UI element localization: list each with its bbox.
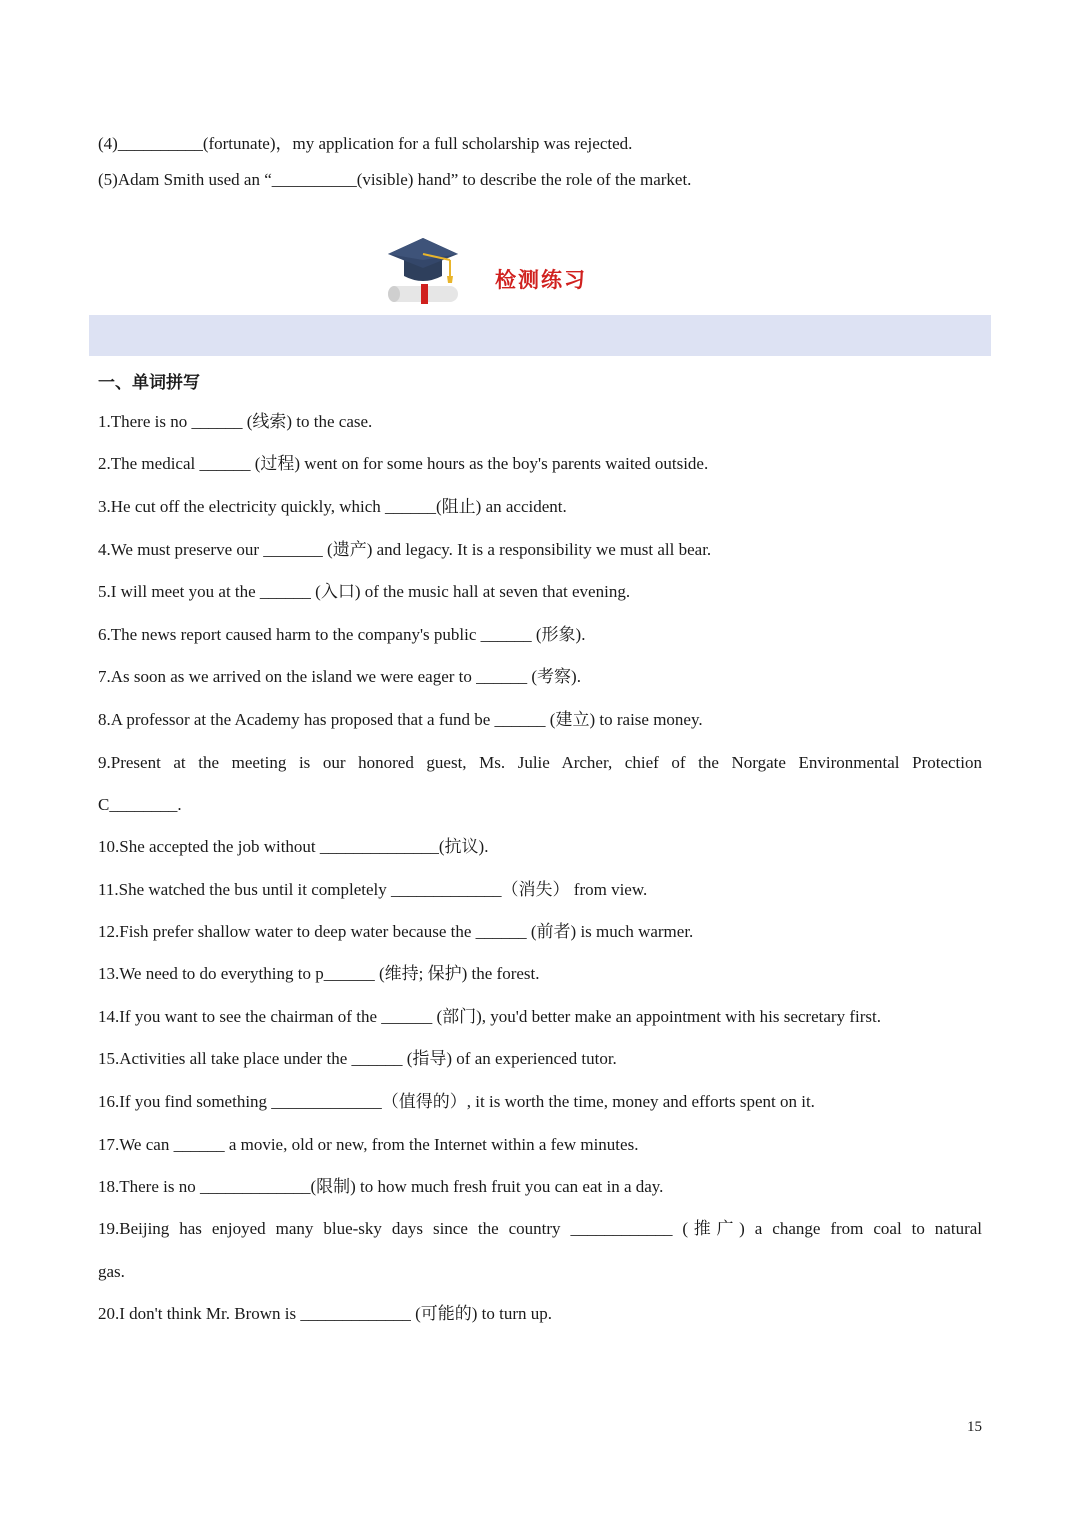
graduation-cap-icon [386,236,460,308]
exercise-item: 11.She watched the bus until it completely _____________（消失） from view. [98,880,648,899]
top-item-4: (4)__________(fortunate)，my application for a full scholarship was rejected. [98,134,633,153]
exercise-item: 17.We can ______ a movie, old or new, from the Internet within a few minutes. [98,1135,639,1154]
exercise-item: 18.There is no _____________(限制) to how much fresh fruit you can eat in a day. [98,1177,664,1196]
exercise-item: 5.I will meet you at the ______ (入口) of the music hall at seven that evening. [98,582,631,601]
exercise-item: 8.A professor at the Academy has proposed that a fund be ______ (建立) to raise money. [98,710,703,729]
exercise-item: 13.We need to do everything to p______ (维持; 保护) the forest. [98,964,540,983]
exercise-item: 6.The news report caused harm to the company's public ______ (形象). [98,625,586,644]
exercise-item: 20.I don't think Mr. Brown is _____________ (可能的) to turn up. [98,1304,553,1323]
top-item-5: (5)Adam Smith used an “__________(visible) hand” to describe the role of the market. [98,170,692,189]
exercise-item: 2.The medical ______ (过程) went on for some hours as the boy's parents waited outside. [98,454,709,473]
exercise-item: 15.Activities all take place under the ______ (指导) of an experienced tutor. [98,1049,617,1068]
page-number: 15 [967,1419,982,1435]
exercise-item: 1.There is no ______ (线索) to the case. [98,412,373,431]
exercise-item: 9.Present at the meeting is our honored guest, Ms. Julie Archer, chief of the Norgate Environmental Protection [98,753,982,772]
section-banner [89,315,991,356]
exercise-item: 10.She accepted the job without ______________(抗议). [98,837,489,856]
exercise-item-continued: C________. [98,795,182,814]
part-heading: 一、单词拼写 [98,373,200,393]
exercise-item: 12.Fish prefer shallow water to deep water because the ______ (前者) is much warmer. [98,922,694,941]
exercise-item: 4.We must preserve our _______ (遗产) and legacy. It is a responsibility we must all bear. [98,540,712,559]
section-title: 检测练习 [495,268,587,292]
exercise-item: 3.He cut off the electricity quickly, which ______(阻止) an accident. [98,497,567,516]
exercise-item: 14.If you want to see the chairman of the ______ (部门), you'd better make an appointment with his secretary first. [98,1007,881,1026]
exercise-item-continued: gas. [98,1262,125,1281]
exercise-item: 19.Beijing has enjoyed many blue-sky days since the country ____________ (推广) a change from coal to natural [98,1219,982,1238]
exercise-item: 16.If you find something _____________（值得的）, it is worth the time, money and efforts spent on it. [98,1092,815,1111]
exercise-item: 7.As soon as we arrived on the island we were eager to ______ (考察). [98,667,581,686]
